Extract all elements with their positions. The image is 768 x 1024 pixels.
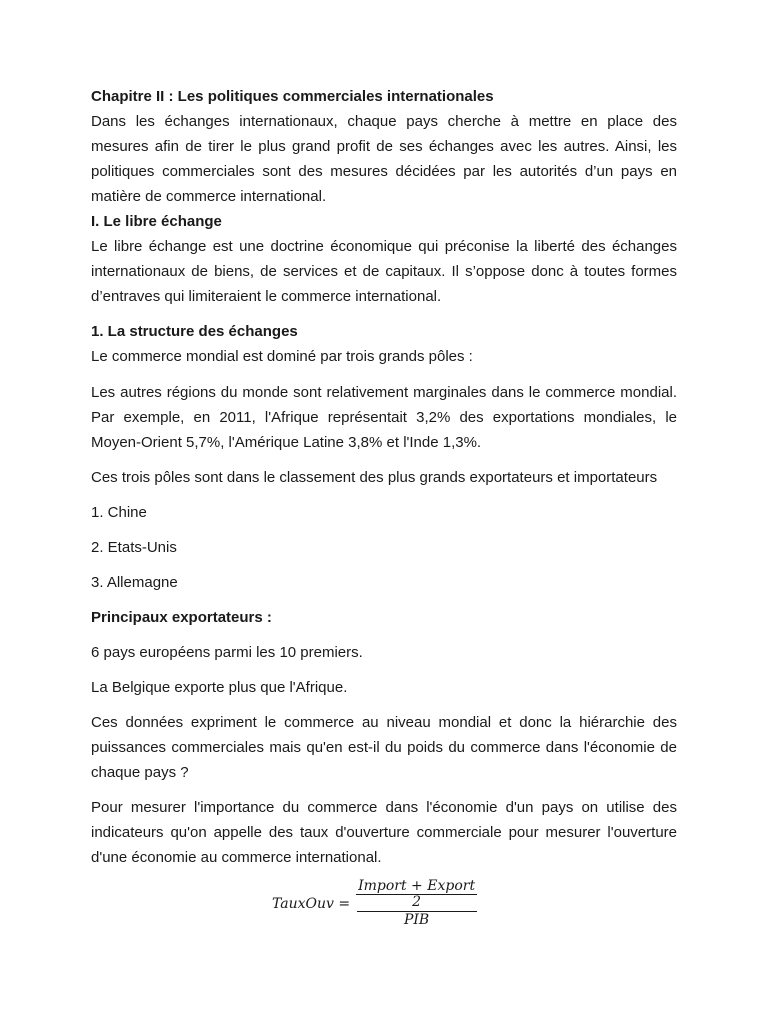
poles-paragraph: Ces trois pôles sont dans le classement des plus grands exportateurs et importateurs (91, 469, 658, 486)
document-body (91, 84, 677, 870)
chapter-title: Chapitre II : Les politiques commerciales internationales (91, 88, 494, 105)
openness-rate-formula (272, 879, 477, 928)
section-title: I. Le libre échange (91, 213, 222, 230)
measure-paragraph: Pour mesurer l'importance du commerce dans l'économie d'un pays on utilise des indicateurs qu'on appelle des taux d'ouverture commerciale pour mesurer l'ouverture d'une économie au commerce international. (91, 799, 677, 866)
subsection-paragraph: Le commerce mondial est dominé par trois grands pôles : (91, 348, 473, 365)
formula-fraction (356, 879, 477, 928)
section-paragraph: Le libre échange est une doctrine économique qui préconise la liberté des échanges internationaux de biens, de services et de capitaux. Il s’oppose donc à toutes formes d’entraves qui limiteraient le commerce international. (91, 238, 677, 305)
exporters-title: Principaux exportateurs : (91, 609, 272, 626)
exporters-line: La Belgique exporte plus que l'Afrique. (91, 679, 348, 696)
ranking-item: 3. Allemagne (91, 574, 178, 591)
ranking-item: 1. Chine (91, 504, 147, 521)
regions-paragraph: Les autres régions du monde sont relativement marginales dans le commerce mondial. Par exemple, en 2011, l'Afrique représentait 3,2% des exportations mondiales, le Moyen-Orient 5,7%, l'Amérique Latine 3,8% et l'Inde 1,3%. (91, 384, 677, 451)
subsection-title: 1. La structure des échanges (91, 323, 298, 340)
exporters-line: 6 pays européens parmi les 10 premiers. (91, 644, 363, 661)
formula-denominator: PIB (403, 912, 430, 928)
formula-inner-denominator: 2 (412, 894, 422, 910)
formula-numerator: Import + Export (358, 878, 476, 894)
ranking-item: 2. Etats-Unis (91, 539, 177, 556)
intro-paragraph: Dans les échanges internationaux, chaque pays cherche à mettre en place des mesures afin de tirer le plus grand profit de ses échanges avec les autres. Ainsi, les politiques commerciales sont des mesures décidées par les autorités d’un pays en matière de commerce international. (91, 113, 677, 205)
formula-inner-fraction (356, 879, 477, 910)
data-paragraph: Ces données expriment le commerce au niveau mondial et donc la hiérarchie des puissances commerciales mais qu'en est-il du poids du commerce dans l'économie de chaque pays ? (91, 714, 677, 781)
formula-lhs: TauxOuv = (272, 895, 351, 912)
